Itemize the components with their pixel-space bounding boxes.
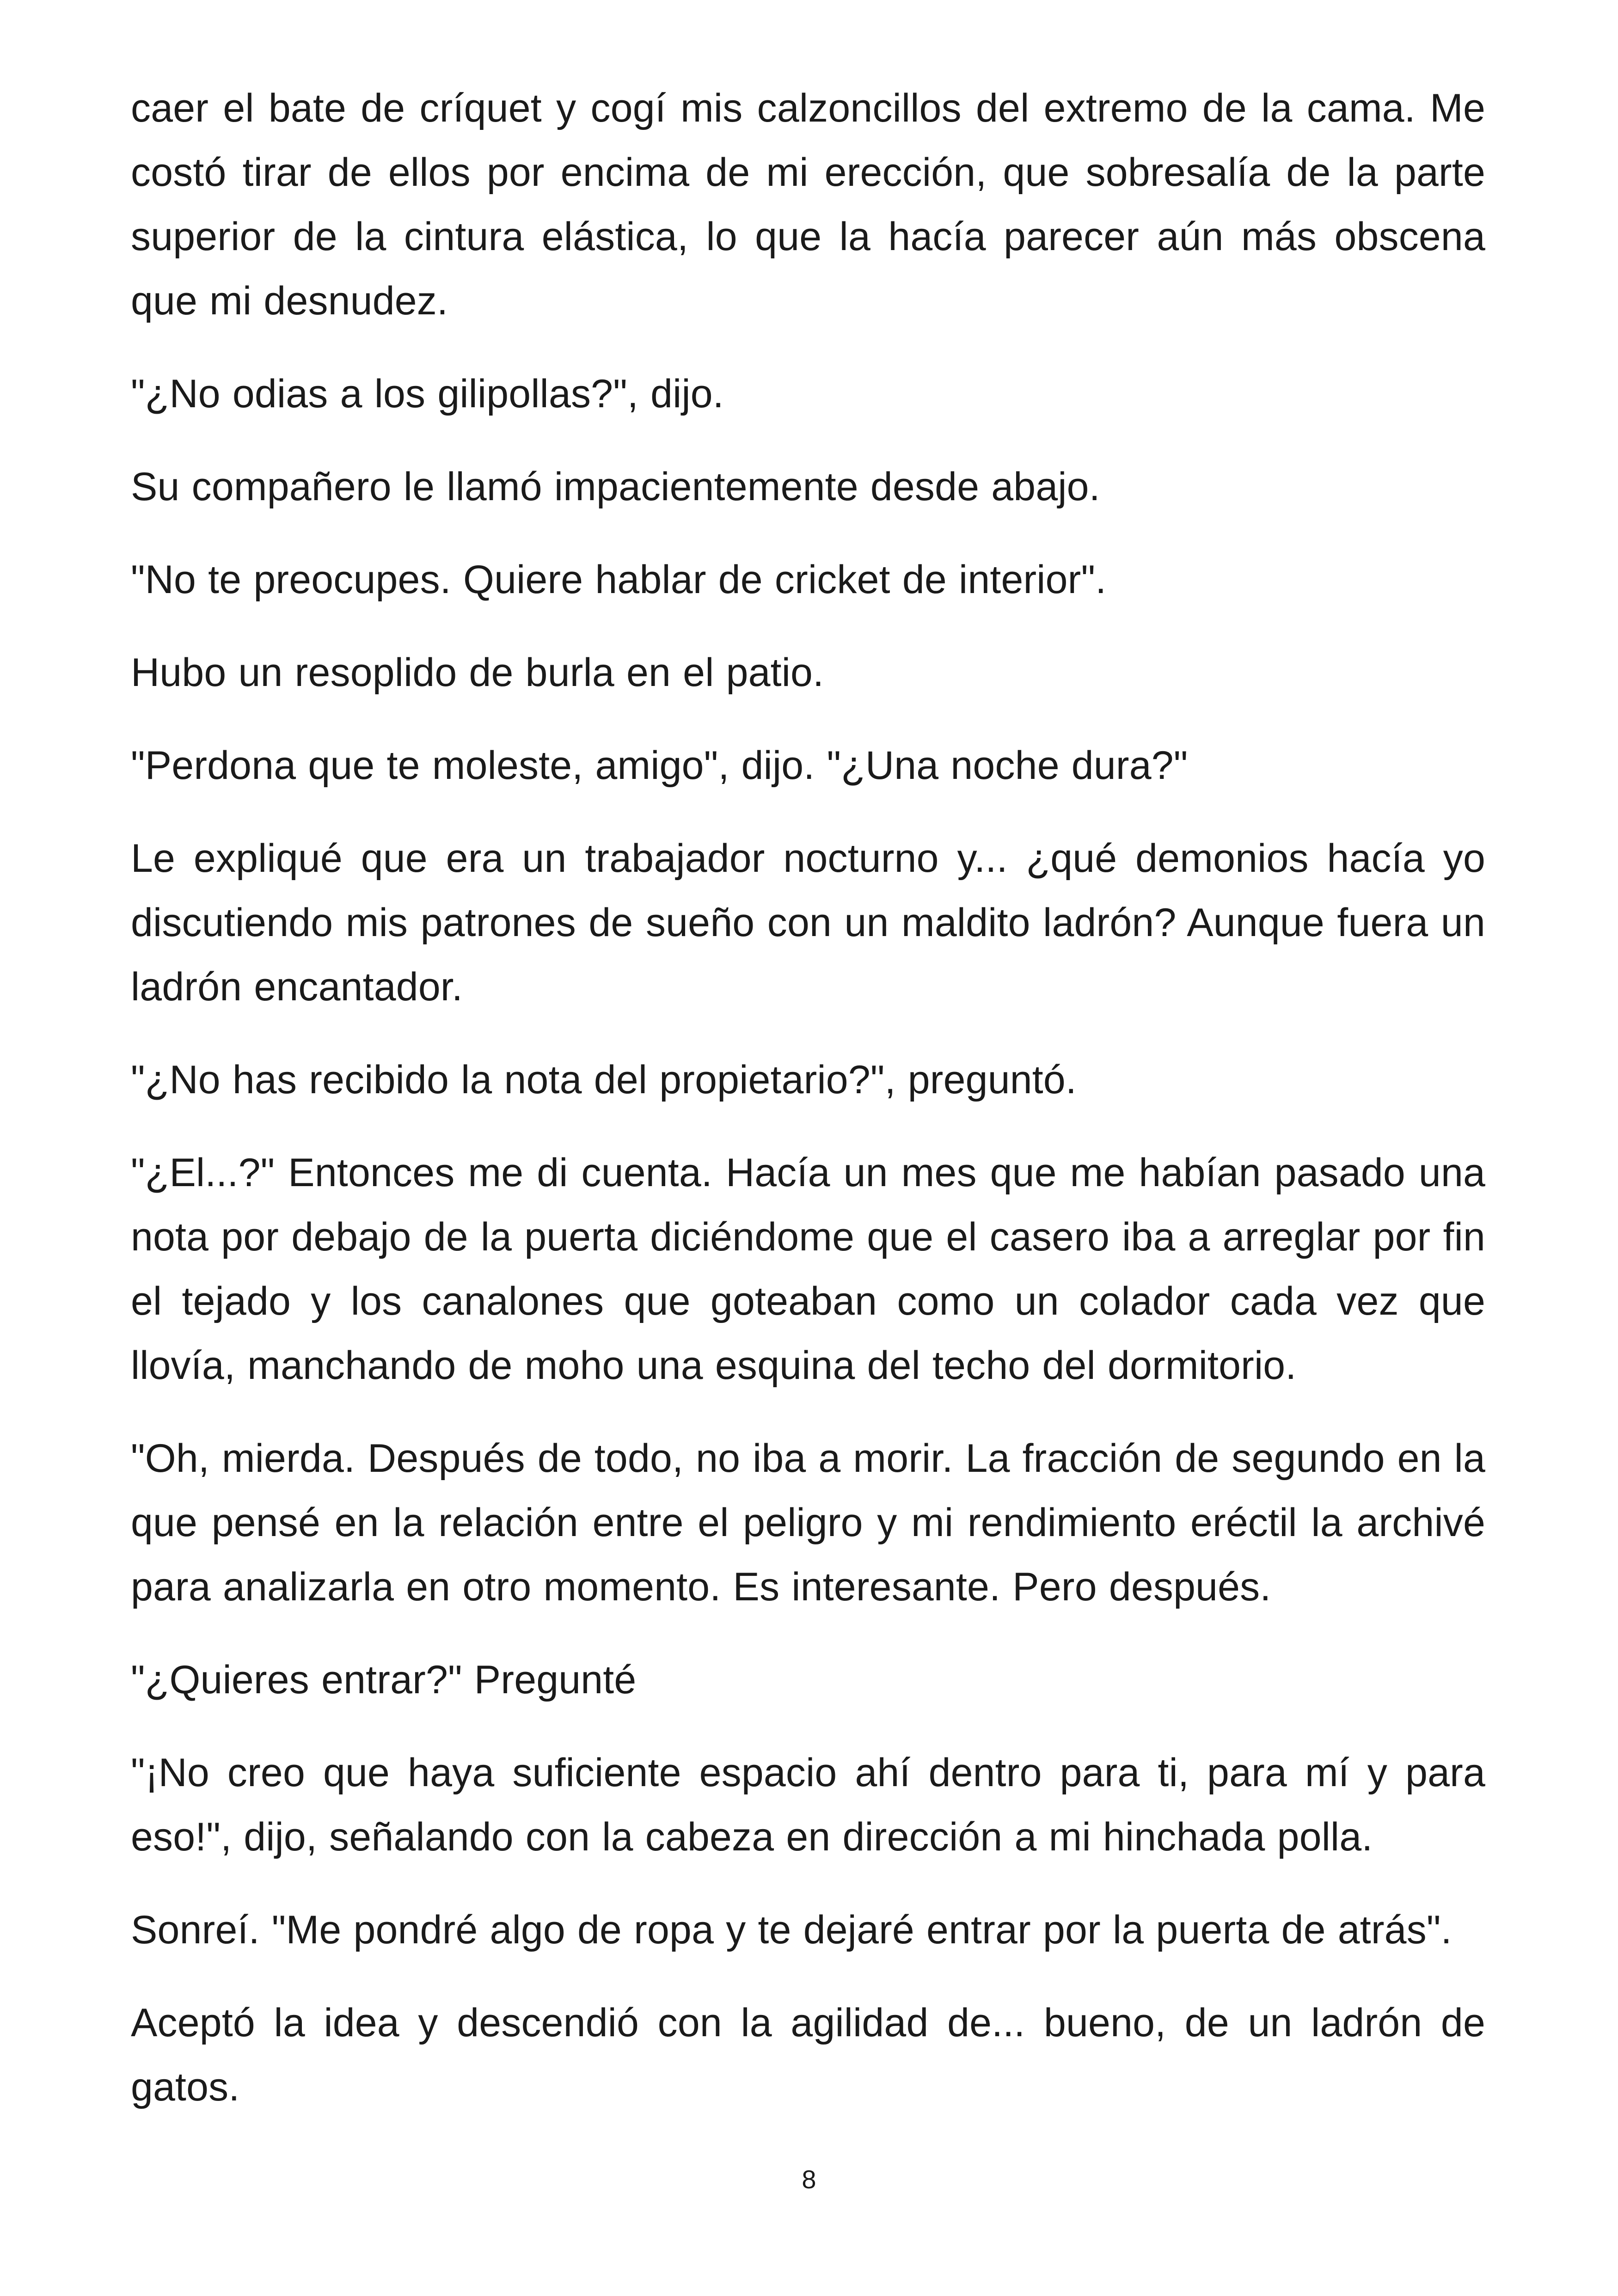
paragraph: "¿No has recibido la nota del propietario?", preguntó. — [131, 1058, 1077, 1102]
body-text — [131, 76, 1485, 2148]
paragraph: Le expliqué que era un trabajador nocturno y... ¿qué demonios hacía yo discutiendo mis patrones de sueño con un maldito ladrón? Aunque fuera un ladrón encantador. — [131, 836, 1485, 1009]
paragraph: "¿El...?" Entonces me di cuenta. Hacía un mes que me habían pasado una nota por debajo de la puerta diciéndome que el casero iba a arreglar por fin el tejado y los canalones que goteaban como un colador cada vez que llovía, manchando de moho una esquina del techo del dormitorio. — [131, 1151, 1485, 1388]
paragraph: "No te preocupes. Quiere hablar de cricket de interior". — [131, 557, 1107, 602]
page-number: 8 — [802, 2165, 816, 2194]
paragraph: caer el bate de críquet y cogí mis calzoncillos del extremo de la cama. Me costó tirar de ellos por encima de mi erección, que sobresalía de la parte superior de la cintura elástica, lo que la hacía parecer aún más obscena que mi desnudez. — [131, 86, 1485, 323]
paragraph: "¡No creo que haya suficiente espacio ahí dentro para ti, para mí y para eso!", dijo, señalando con la cabeza en dirección a mi hinchada polla. — [131, 1751, 1485, 1859]
paragraph: "Perdona que te moleste, amigo", dijo. "¿Una noche dura?" — [131, 743, 1188, 788]
paragraph: "¿Quieres entrar?" Pregunté — [131, 1658, 637, 1702]
paragraph: Su compañero le llamó impacientemente desde abajo. — [131, 465, 1100, 509]
paragraph: Hubo un resoplido de burla en el patio. — [131, 650, 824, 695]
paragraph: Aceptó la idea y descendió con la agilidad de... bueno, de un ladrón de gatos. — [131, 2001, 1485, 2109]
paragraph: "Oh, mierda. Después de todo, no iba a morir. La fracción de segundo en la que pensé en la relación entre el peligro y mi rendimiento eréctil la archivé para analizarla en otro momento. Es interesante. Pero después. — [131, 1436, 1485, 1609]
paragraph: "¿No odias a los gilipollas?", dijo. — [131, 372, 724, 416]
paragraph: Sonreí. "Me pondré algo de ropa y te dejaré entrar por la puerta de atrás". — [131, 1908, 1452, 1952]
